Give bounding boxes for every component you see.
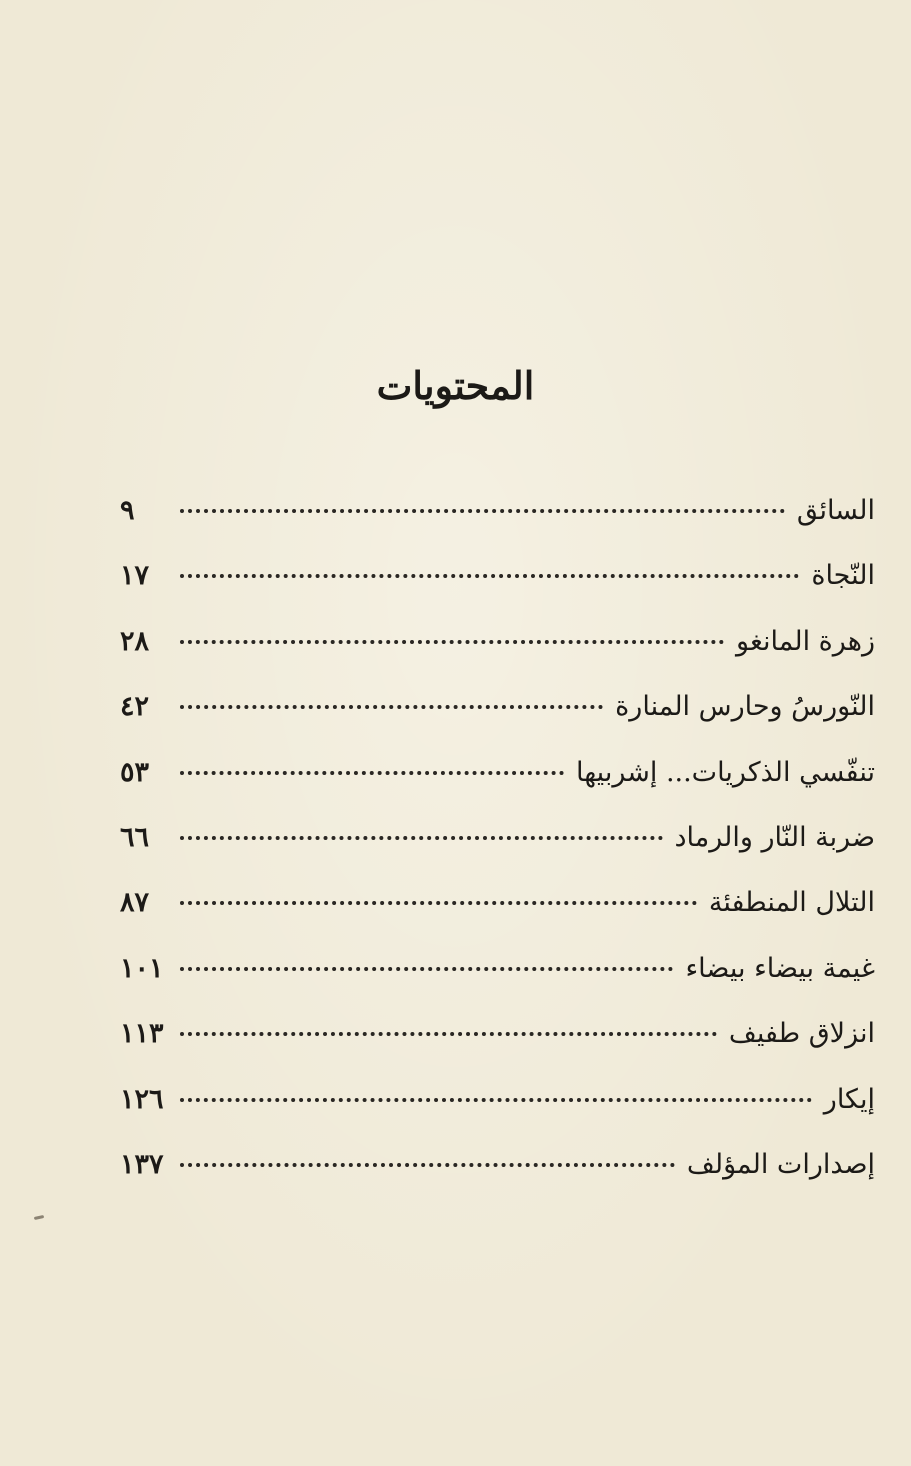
toc-entry-page-number: ١١٣ <box>120 1018 164 1050</box>
toc-entry-title: تنفّسي الذكريات... إشربيها <box>576 756 875 788</box>
toc-entry-page-number: ٢٨ <box>120 625 150 657</box>
toc-entry-page-number: ١٠١ <box>120 952 164 984</box>
toc-entry <box>120 887 875 952</box>
toc-entry-title: غيمة بيضاء بيضاء <box>685 952 875 984</box>
toc-entry-page-number: ٥٣ <box>120 756 150 788</box>
dot-leader <box>180 1163 675 1167</box>
page-title: المحتويات <box>376 363 535 409</box>
toc-entry <box>120 495 875 560</box>
toc-entry <box>120 626 875 691</box>
toc-entry <box>120 691 875 756</box>
toc-entry-title: النّورسُ وحارس المنارة <box>615 691 875 723</box>
toc-entry <box>120 822 875 887</box>
table-of-contents <box>120 495 875 1214</box>
toc-entry <box>120 757 875 822</box>
toc-entry-title: انزلاق طفيف <box>728 1018 875 1050</box>
toc-entry <box>120 1149 875 1214</box>
dot-leader <box>180 705 603 709</box>
toc-entry-page-number: ١٣٧ <box>120 1148 164 1180</box>
toc-entry <box>120 560 875 625</box>
toc-entry <box>120 1084 875 1149</box>
toc-entry-title: إيكار <box>823 1083 875 1115</box>
dot-leader <box>180 1098 812 1102</box>
toc-entry-title: إصدارات المؤلف <box>686 1148 875 1180</box>
toc-entry-page-number: ١٧ <box>120 560 150 592</box>
toc-entry-title: ضربة النّار والرماد <box>674 821 875 853</box>
dot-leader <box>180 509 785 513</box>
toc-entry-page-number: ٩ <box>120 495 135 526</box>
toc-entry <box>120 1018 875 1083</box>
dot-leader <box>180 901 697 905</box>
toc-entry <box>120 953 875 1018</box>
dot-leader <box>180 771 564 775</box>
dot-leader <box>180 836 663 840</box>
toc-entry-page-number: ٤٢ <box>120 691 150 723</box>
dot-leader <box>180 1032 717 1036</box>
toc-entry-page-number: ١٢٦ <box>120 1083 164 1115</box>
dot-leader <box>180 574 799 578</box>
toc-entry-title: زهرة المانغو <box>736 625 875 657</box>
toc-entry-title: التلال المنطفئة <box>708 887 875 919</box>
toc-entry-page-number: ٦٦ <box>120 821 150 853</box>
paper-speck <box>34 1215 44 1220</box>
dot-leader <box>180 967 673 971</box>
dot-leader <box>180 640 724 644</box>
toc-entry-page-number: ٨٧ <box>120 887 150 919</box>
toc-entry-title: السائق <box>796 495 875 526</box>
toc-entry-title: النّجاة <box>811 560 875 592</box>
